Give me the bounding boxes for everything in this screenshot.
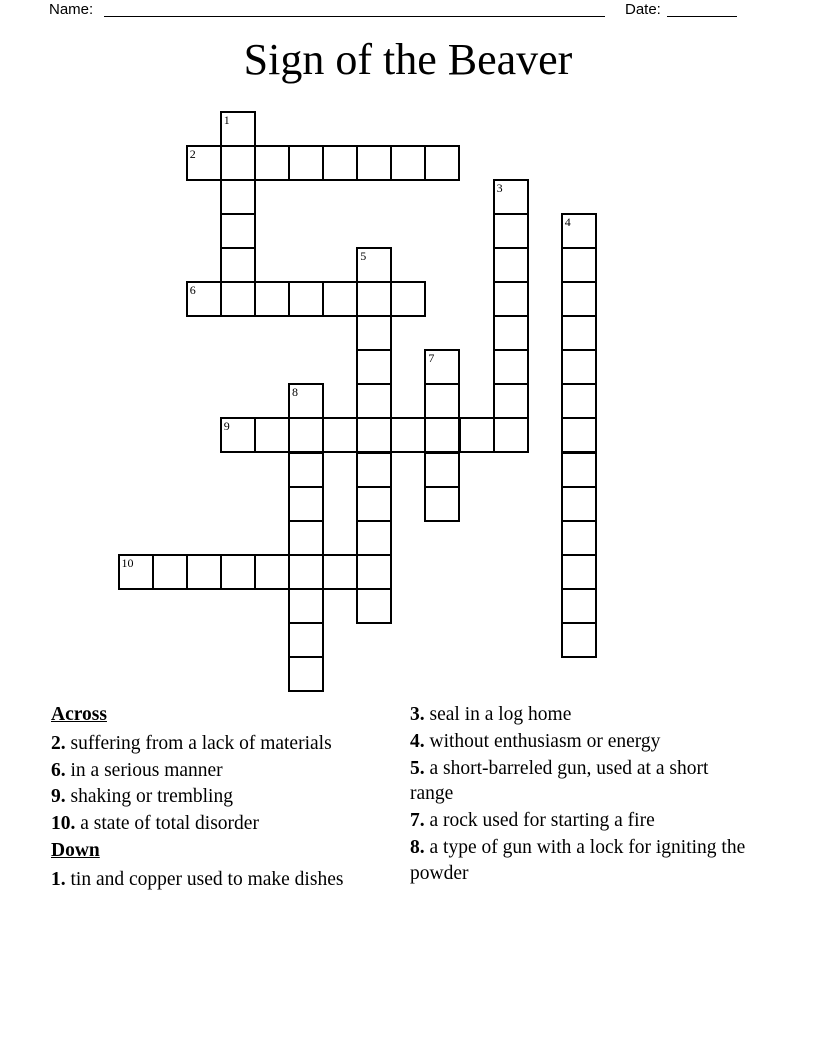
grid-cell[interactable] <box>561 383 597 419</box>
grid-cell[interactable] <box>254 281 290 317</box>
grid-cell[interactable] <box>493 213 529 249</box>
grid-cell[interactable] <box>288 383 324 419</box>
grid-cell[interactable] <box>356 520 392 556</box>
grid-cell-number: 3 <box>496 180 503 195</box>
grid-cell[interactable] <box>424 417 460 453</box>
grid-cell[interactable] <box>493 315 529 351</box>
grid-cell[interactable] <box>220 145 256 181</box>
grid-cell[interactable] <box>356 145 392 181</box>
grid-cell[interactable] <box>254 145 290 181</box>
grid-cell[interactable] <box>424 383 460 419</box>
clue-number-label: 2. <box>51 732 66 754</box>
grid-cell-number: 8 <box>292 385 298 400</box>
grid-cell[interactable] <box>561 520 597 556</box>
across-heading: Across <box>51 704 107 725</box>
grid-cell[interactable] <box>356 383 392 419</box>
clues-right-column <box>410 702 756 888</box>
grid-cell[interactable] <box>288 281 324 317</box>
grid-cell[interactable] <box>390 417 426 453</box>
grid-cell[interactable] <box>288 656 324 692</box>
grid-cell[interactable] <box>254 554 290 590</box>
clue-number-label: 7. <box>410 810 425 832</box>
clue-item: 7. a rock used for starting a fire <box>410 810 655 832</box>
grid-cell[interactable] <box>561 247 597 283</box>
across-clues-list <box>51 731 363 837</box>
grid-cell-number: 7 <box>428 351 435 366</box>
clue-number-label: 8. <box>410 836 425 858</box>
grid-cell[interactable] <box>493 349 529 385</box>
grid-cell[interactable] <box>424 349 460 385</box>
grid-cell-number: 5 <box>360 248 367 263</box>
grid-cell[interactable] <box>220 247 256 283</box>
clue-item: 1. tin and copper used to make dishes <box>51 868 344 890</box>
grid-cell[interactable] <box>561 554 597 590</box>
clue-item: 2. suffering from a lack of materials <box>51 732 332 754</box>
clue-item: 6. in a serious manner <box>51 759 223 781</box>
clue-number-label: 5. <box>410 757 425 779</box>
grid-cell[interactable] <box>356 554 392 590</box>
grid-cell[interactable] <box>561 315 597 351</box>
clue-number-label: 10. <box>51 813 76 835</box>
grid-cell[interactable] <box>356 588 392 624</box>
grid-cell[interactable] <box>288 588 324 624</box>
grid-cell[interactable] <box>356 349 392 385</box>
grid-cell[interactable] <box>424 486 460 522</box>
grid-cell[interactable] <box>561 486 597 522</box>
clue-item: 9. shaking or trembling <box>51 786 233 808</box>
grid-cell[interactable] <box>186 145 222 181</box>
grid-cell[interactable] <box>424 452 460 488</box>
grid-cell[interactable] <box>493 383 529 419</box>
grid-cell[interactable] <box>220 281 256 317</box>
grid-cell[interactable] <box>356 452 392 488</box>
grid-cell[interactable] <box>288 452 324 488</box>
name-label: Name: <box>49 1 94 18</box>
grid-cell-number: 9 <box>223 419 230 434</box>
grid-cell[interactable] <box>186 554 222 590</box>
grid-cell[interactable] <box>561 417 597 453</box>
grid-cell[interactable] <box>561 213 597 249</box>
grid-cell[interactable] <box>561 588 597 624</box>
clue-item: 8. a type of gun with a lock for igniting the powder <box>410 836 746 884</box>
grid-cell[interactable] <box>493 417 529 453</box>
grid-cell-number: 10 <box>121 555 134 570</box>
grid-cell[interactable] <box>390 145 426 181</box>
grid-cell-number: 6 <box>189 283 196 297</box>
grid-cell[interactable] <box>288 486 324 522</box>
down-clues-list-right <box>410 702 756 887</box>
grid-cell[interactable] <box>220 179 256 215</box>
grid-cell[interactable] <box>356 486 392 522</box>
grid-cell[interactable] <box>288 417 324 453</box>
grid-cell[interactable] <box>288 622 324 658</box>
grid-cell[interactable] <box>220 213 256 249</box>
page-title: Sign of the Beaver <box>243 35 573 84</box>
grid-cell[interactable] <box>288 520 324 556</box>
down-clues-list-left <box>51 867 363 893</box>
grid-cell[interactable] <box>288 145 324 181</box>
grid-cell[interactable] <box>356 315 392 351</box>
down-heading: Down <box>51 839 100 861</box>
grid-cell[interactable] <box>561 281 597 317</box>
clues-left-column <box>51 702 363 894</box>
grid-cell[interactable] <box>424 145 460 181</box>
grid-cell[interactable] <box>493 247 529 283</box>
grid-cell[interactable] <box>561 349 597 385</box>
clue-number-label: 3. <box>410 704 425 725</box>
grid-cell-number: 4 <box>564 214 571 229</box>
grid-cell[interactable] <box>356 247 392 283</box>
grid-cell[interactable] <box>561 452 597 488</box>
grid-cell[interactable] <box>356 417 392 453</box>
clue-number-label: 1. <box>51 868 66 890</box>
grid-cell[interactable] <box>493 179 529 215</box>
grid-cell[interactable] <box>220 417 256 453</box>
clue-item: 4. without enthusiasm or energy <box>410 730 661 752</box>
grid-cell[interactable] <box>322 281 358 317</box>
grid-cell[interactable] <box>390 281 426 317</box>
grid-cell[interactable] <box>561 622 597 658</box>
grid-cell[interactable] <box>322 554 358 590</box>
grid-cell[interactable] <box>186 281 222 317</box>
grid-cell[interactable] <box>220 554 256 590</box>
grid-cell[interactable] <box>322 417 358 453</box>
clue-item: 5. a short-barreled gun, used at a short range <box>410 757 709 805</box>
date-label: Date: <box>625 1 661 18</box>
clue-number-label: 6. <box>51 759 66 781</box>
grid-cell-number: 2 <box>189 146 196 161</box>
grid-cell[interactable] <box>493 281 529 317</box>
clue-number-label: 9. <box>51 786 66 808</box>
clue-item: 3. seal in a log home <box>410 704 572 725</box>
grid-cell[interactable] <box>254 417 290 453</box>
grid-cell[interactable] <box>356 281 392 317</box>
grid-cell[interactable] <box>118 554 154 590</box>
clue-item: 10. a state of total disorder <box>51 813 259 835</box>
grid-cell[interactable] <box>220 111 256 147</box>
grid-cell-number: 1 <box>223 112 230 127</box>
clue-number-label: 4. <box>410 730 425 752</box>
grid-cell[interactable] <box>288 554 324 590</box>
grid-cell[interactable] <box>459 417 495 453</box>
grid-cell[interactable] <box>322 145 358 181</box>
grid-cell[interactable] <box>152 554 188 590</box>
